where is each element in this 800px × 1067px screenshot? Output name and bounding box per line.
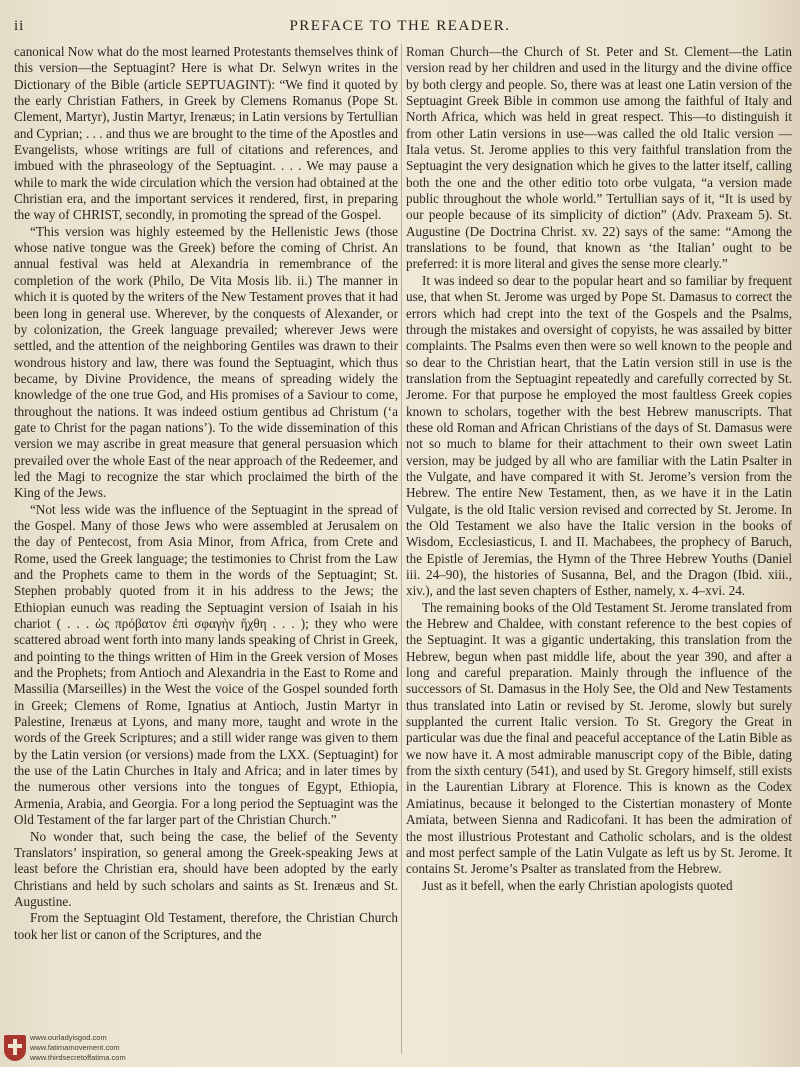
watermark-urls [30,1033,126,1063]
right-column [406,44,792,1062]
left-column [14,44,398,1062]
watermark-url[interactable]: www.thirdsecretoffatima.com [30,1053,126,1062]
paragraph: No wonder that, such being the case, the belief of the Seventy Translators’ inspiration, so general among the Greek-speaking Jews at least before the Christian era, should have been adopted by the early Christians and held by such scholars and saints as St. Irenæus and St. Augustine. [14,828,398,909]
watermark-footer [4,1031,124,1065]
shield-icon [4,1035,26,1061]
paragraph: canonical Now what do the most learned Protestants themselves think of this version—the Septuagint? Here is what Dr. Selwyn writes in the Dictionary of the Bible (article SEPTUAGINT): “We find it quoted by the early Christian Fathers, in Greek by Clemens Romanus (Pope St. Clement, Martyr), Justin Martyr, Irenæus; in Latin versions by Tertullian and Cyprian; . . . and thus we are brought to the time of the Apostles and Evangelists, whose writings are full of citations and references, and imbued with the phraseology of the Septuagint. . . . We may pause a while to mark the wide circulation which the version had obtained at the Christian era, and the important services it rendered, first, in preparing the way of CHRIST, secondly, in promoting the spread of the Gospel. [14,44,398,223]
paragraph: Just as it befell, when the early Christian apologists quoted [422,877,733,893]
paragraph: Roman Church—the Church of St. Peter and St. Clement—the Latin version read by her children and used in the liturgy and the divine office by both clergy and people. So, there was at least one Latin version of the Septuagint Greek Bible in common use among the faithful of Italy and North Africa, which was held in great respect. This—to distinguish it from other Latin versions in use—was called the old Italic version —Itala vetus. St. Jerome applies to this very faithful translation from the Septuagint the very designation which he gives to the latter itself, calling both the one and the other editio toto orbe vulgata, “a version made public throughout the whole world.” Tertullian says of it, “It is used by our people because of its simplicity of diction” (Adv. Praxeam 5). St. Augustine (De Doctrina Christ. xv. 22) says of the same: “Among the translations to be found, that known as ‘the Italian’ ought to be preferred: it is more literal and gives the sense more clearly.” [406,44,792,272]
page-number: ii [14,18,25,34]
paragraph: “This version was highly esteemed by the Hellenistic Jews (those whose native tongue was the Greek) before the coming of Christ. An annual festival was held at Alexandria in remembrance of the completion of the work (Philo, De Vita Mosis lib. ii.) The manner in which it is quoted by the writers of the New Testament proves that it had been long in general use. Wherever, by the conquests of Alexander, or by colonization, the Greek language prevailed; wherever Jews were settled, and the attention of the neighboring Gentiles was drawn to their wondrous history and law, there was found the Septuagint, which thus became, by Divine Providence, the means of spreading widely the knowledge of the one true God, and His promises of a Saviour to come, throughout the nations. It was indeed ostium gentibus ad Christum (‘a gate to Christ for the pagan nations’). To the wide dissemination of this version we may ascribe in great measure that general persuasion which prevailed over the whole East of the near approach of the Redeemer, and led the Magi to recognize the star which proclaimed the birth of the King of the Jews. [14,223,398,501]
paragraph: It was indeed so dear to the popular heart and so familiar by frequent use, that when St. Jerome was urged by Pope St. Damasus to correct the errors which had crept into the text of the Gospels and the Psalms, through the mistakes and oversight of copyists, he was assailed by bitter complaints. The Psalms even then were so well known to the people and so dear to the Christian heart, that the Latin version still in use is the translation from the Septuagint repeatedly and carefully corrected by St. Jerome. For that purpose he employed the most faultless Greek copies known to scholars, together with the best Hebrew manuscripts. That these old Roman and African Christians of the days of St. Damasus were not so much to blame for their attachment to their own sweet Latin version, may be judged by all who are familiar with the Latin Psalter in the Vulgate, and have compared it with St. Jerome’s version from the Hebrew. The entire New Testament, then, as we have it in the Latin Vulgate, is the old Italic version revised and corrected by St. Jerome. In the Old Testament we also have the Italic version in the books of Wisdom, Ecclesiasticus, I. and II. Machabees, the prophecy of Baruch, the Epistle of Jeremias, the Hymn of the Three Hebrew Youths (Daniel iii. 24–90), the histories of Susanna, Bel, and the Dragon (Ibid. xiii., xiv.), and the last seven chapters of Esther, namely, x. 4–xvi. 24. [406,272,792,599]
paragraph: The remaining books of the Old Testament St. Jerome translated from the Hebrew and Chaldee, with constant reference to the best copies of the Septuagint. It was a gigantic undertaking, this translation from the Hebrew, begun when past middle life, about the year 390, and after a long and careful preparation. Mainly through the influence of the successors of St. Damasus in the Holy See, the Old and New Testaments thus translated into Latin or revised by St. Jerome, slowly but surely supplanted the current Italic version. To St. Gregory the Great in particular was due the final and peaceful acceptance of the Latin Bible as we now have it. A most admirable manuscript copy of the Bible, dating from the sixth century (541), and used by St. Gregory himself, still exists in the Laurentian Library at Florence. This is known as the Codex Amiatinus, because it belonged to the Cistertian monastery of Monte Amiata, between Sienna and Radicofani. It has been the admiration of the most illustrious Protestant and Catholic scholars, and is the oldest and most perfect sample of the Latin Vulgate as left us by St. Jerome. It contains St. Jerome’s Psalter as translated from the Hebrew. [406,599,792,877]
page-header [0,18,800,40]
column-divider [401,44,402,1054]
paragraph: From the Septuagint Old Testament, therefore, the Christian Church took her list or canon of the Scriptures, and the [14,910,398,942]
watermark-url[interactable]: www.ourladyisgod.com [30,1033,107,1042]
running-head: PREFACE TO THE READER. [289,18,511,34]
paragraph: “Not less wide was the influence of the Septuagint in the spread of the Gospel. Many of those Jews who were assembled at Jerusalem on the day of Pentecost, from Asia Minor, from Africa, from Crete and Rome, used the Greek language; the testimonies to Christ from the Law and the Prophets came to them in the words of the Septuagint; St. Stephen probably quoted from it in his address to the Jews; the Ethiopian eunuch was reading the Septuagint version of Isaiah in his chariot ( . . . ὡς πρόβατον ἐπὶ σφαγὴν ἤχθη . . . ); they who were scattered abroad went forth into many lands speaking of Christ in Greek, and pointing to the things written of Him in the Greek version of Moses and the Prophets; from Antioch and Alexandria in the East to Rome and Massilia (Marseilles) in the West the voice of the Gospel sounded forth in Greek; Clemens of Rome, Ignatius at Antioch, Justin Martyr in Palestine, Irenæus at Lyons, and many more, taught and wrote in the words of the Greek Scriptures; and a still wider range was given to them by the Latin version (or versions) made from the LXX. (Septuagint) for the use of the Latin Churches in Italy and Africa; and in later times by the numerous other versions into the tongues of Egypt, Ethiopia, Armenia, Arabia, and Georgia. For a long period the Septuagint was the Old Testament of the far larger part of the Christian Church.” [14,501,398,828]
watermark-url[interactable]: www.fatimamovement.com [30,1043,120,1052]
